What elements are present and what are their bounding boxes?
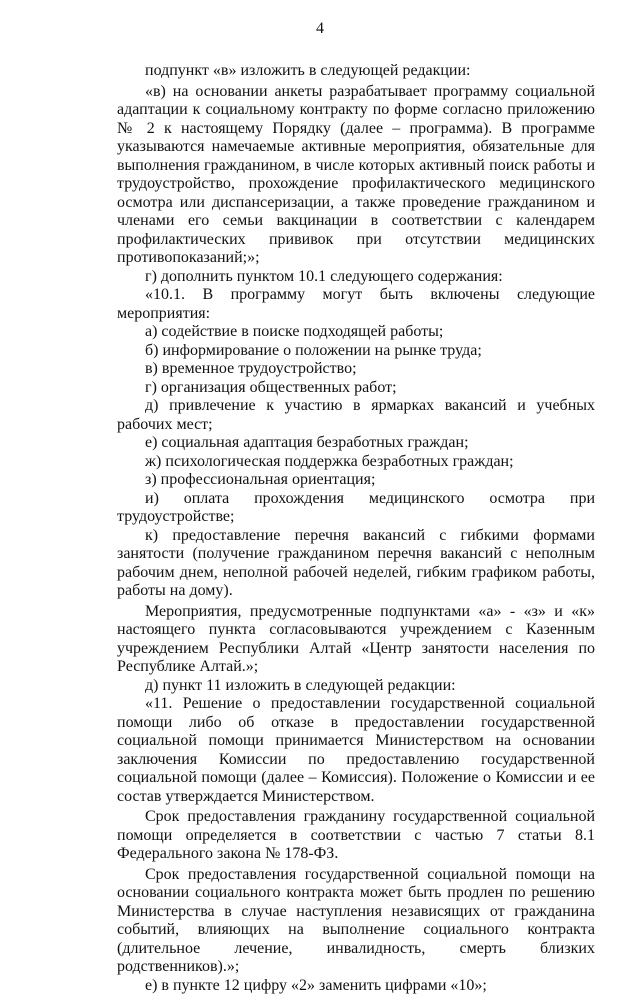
list-item-b: б) информирование о положении на рынке труда; <box>117 342 595 361</box>
list-item-i: и) оплата прохождения медицинского осмотра при трудоустройстве; <box>117 490 595 527</box>
document-body <box>117 62 595 995</box>
list-item-d: д) привлечение к участию в ярмарках вакансий и учебных рабочих мест; <box>117 397 595 434</box>
list-item-e: е) социальная адаптация безработных граждан; <box>117 434 595 453</box>
paragraph-subpoint-e: е) в пункте 12 цифру «2» заменить цифрами «10»; <box>117 977 595 995</box>
paragraph-point-10-1: «10.1. В программу могут быть включены следующие мероприятия: <box>117 286 595 323</box>
list-item-a: а) содействие в поиске подходящей работы; <box>117 323 595 342</box>
list-item-g: г) организация общественных работ; <box>117 379 595 398</box>
paragraph-subpoint-v-text: «в) на основании анкеты разрабатывает программу социальной адаптации к социальному контракту по форме согласно приложению № 2 к настоящему Порядку (далее – программа). В программе указываются намечаемые активные мероприятия, обязательные для выполнения гражданином, в числе которых активный поиск работы и трудоустройство, прохождение профилактического медицинского осмотра или диспансеризации, а также проведение гражданином и членами его семьи вакцинации в соответствии с календарем профилактических прививок при отсутствии медицинских противопоказаний;»; <box>117 83 595 268</box>
paragraph-point-11: «11. Решение о предоставлении государственной социальной помощи либо об отказе в предоставлении государственной социальной помощи принимается Министерством на основании заключения Комиссии по предоставлению государственной социальной помощи (далее – Комиссия). Положение о Комиссии и ее состав утверждается Министерством. <box>117 695 595 806</box>
paragraph-subpoint-d: д) пункт 11 изложить в следующей редакции: <box>117 677 595 696</box>
paragraph-subpoint-g: г) дополнить пунктом 10.1 следующего содержания: <box>117 268 595 287</box>
paragraph-measures-agreement: Мероприятия, предусмотренные подпунктами «а» - «з» и «к» настоящего пункта согласовываются учреждением с Казенным учреждением Республики Алтай «Центр занятости населения по Республике Алтай.»; <box>117 603 595 677</box>
paragraph-term-of-assistance: Срок предоставления гражданину государственной социальной помощи определяется в соответствии с частью 7 статьи 8.1 Федерального закона № 178-ФЗ. <box>117 808 595 864</box>
page-number: 4 <box>0 20 640 38</box>
list-item-zh: ж) психологическая поддержка безработных граждан; <box>117 453 595 472</box>
paragraph-term-extension: Срок предоставления государственной социальной помощи на основании социального контракта может быть продлен по решению Министерства в случае наступления независящих от гражданина событий, влияющих на выполнение социального контракта (длительное лечение, инвалидность, смерть близких родственников).»; <box>117 866 595 977</box>
list-item-v: в) временное трудоустройство; <box>117 360 595 379</box>
paragraph-subpoint-v-intro: подпункт «в» изложить в следующей редакции: <box>117 62 595 81</box>
list-item-k: к) предоставление перечня вакансий с гибкими формами занятости (получение гражданином перечня вакансий с неполным рабочим днем, неполной рабочей неделей, гибким графиком работы, работы на дому). <box>117 527 595 601</box>
list-item-z: з) профессиональная ориентация; <box>117 471 595 490</box>
